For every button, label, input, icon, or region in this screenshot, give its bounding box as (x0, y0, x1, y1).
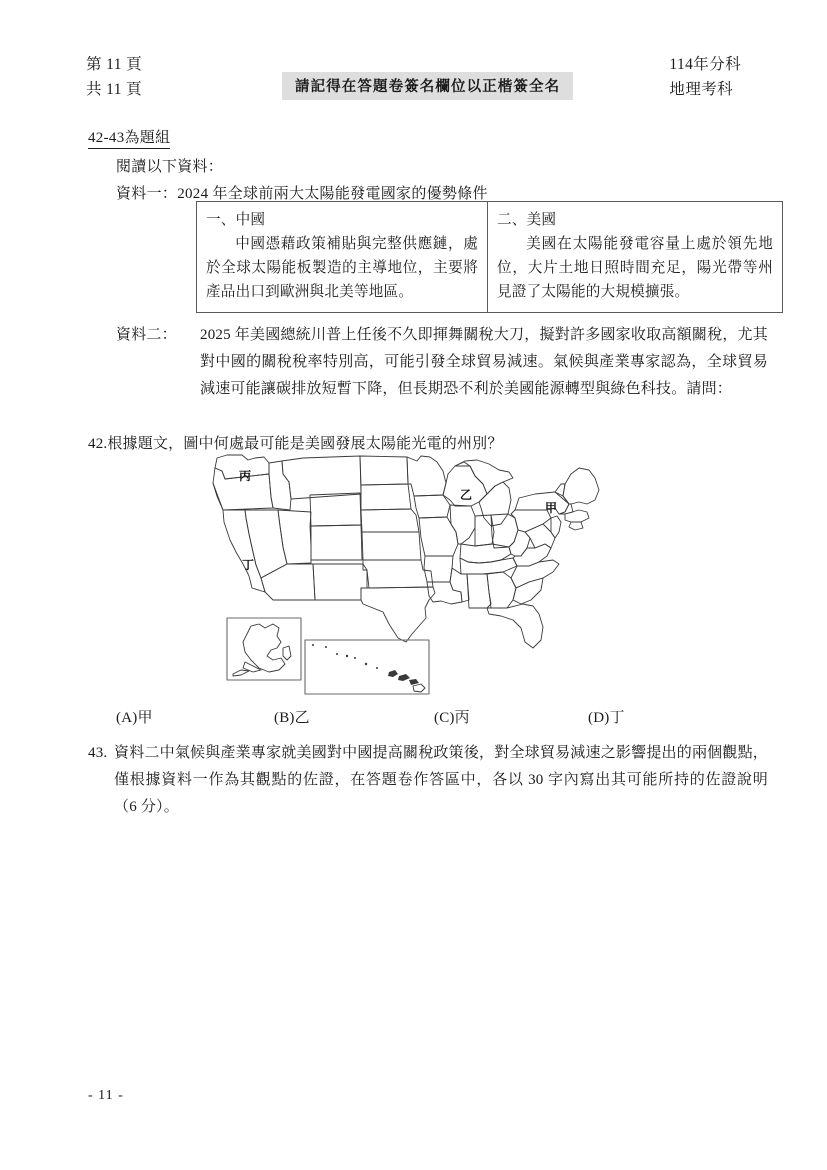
state-massachusetts (565, 510, 589, 522)
map-label-jia: 甲 (544, 501, 558, 515)
source-two-label: 資料二： (116, 327, 177, 343)
state-south-carolina (513, 578, 543, 604)
china-heading: 一、中國 (206, 212, 266, 228)
question-43-text: 資料二中氣候與產業專家就美國對中國提高關稅政策後，對全球貿易減速之影響提出的兩個觀點，僅根據資料一作為其觀點的佐證，在答題卷作答區中，各以 30 字內寫出其可能所持的佐證說明（6 分）。 (114, 745, 768, 815)
state-wyoming (310, 493, 361, 526)
state-louisiana (427, 582, 462, 604)
page-current: 第 11 頁 (86, 56, 143, 73)
state-connecticut-rhodeisland (569, 522, 583, 530)
state-vermont-newhampshire (555, 484, 573, 514)
hawaii-oahu (398, 674, 410, 681)
source-one-table (196, 201, 783, 313)
state-oklahoma (363, 560, 433, 588)
source-two-text: 2025 年美國總統川普上任後不久即揮舞關稅大刀，擬對許多國家收取高額關稅，尤其對中國的關稅稅率特別高，可能引發全球貿易減速。氣候與產業專家認為，全球貿易減速可能讓碳排放短暫下降，但長期恐不利於美國能源轉型與綠色科技。請問： (200, 327, 768, 397)
exam-year: 114年分科 (669, 56, 741, 73)
china-description: 中國憑藉政策補貼與完整供應鏈，處於全球太陽能板製造的主導地位，主要將產品出口到歐洲與北美等地區。 (206, 236, 478, 300)
option-a-label: 甲 (137, 710, 153, 726)
option-a-key: (A) (116, 710, 138, 726)
state-florida (487, 604, 543, 648)
us-states-map-svg (203, 452, 623, 704)
option-d-label: 丁 (609, 710, 625, 726)
state-arizona (261, 564, 315, 600)
state-maine (563, 468, 599, 504)
read-prompt: 閱讀以下資料： (116, 159, 224, 175)
option-a[interactable] (116, 706, 153, 727)
exam-info-block (669, 52, 741, 102)
option-d-key: (D) (588, 710, 610, 726)
exam-subject: 地理考科 (669, 81, 734, 98)
question-group-title: 42-43為題組 (88, 126, 170, 149)
state-tennessee (460, 558, 517, 574)
state-north-carolina (511, 560, 559, 588)
state-iowa (414, 495, 450, 518)
hawaii-island-1 (312, 644, 314, 646)
hawaii-maui (409, 679, 419, 685)
source-two-block (116, 322, 768, 403)
state-virginia (513, 544, 551, 566)
state-south-dakota (361, 484, 411, 510)
alaska-inset (227, 618, 301, 680)
state-kentucky (460, 544, 511, 563)
state-montana (282, 456, 361, 499)
page-total: 共 11 頁 (86, 81, 143, 98)
hawaii-inset-frame (305, 640, 429, 694)
table-cell-usa (488, 202, 783, 313)
page-number-block (86, 52, 142, 102)
signature-notice-banner: 請記得在答題卷簽名欄位以正楷簽全名 (282, 72, 573, 100)
state-colorado (311, 525, 362, 560)
hawaii-island-4 (346, 655, 348, 657)
hawaii-island-2 (325, 646, 327, 648)
state-new-mexico (313, 564, 367, 600)
alaska-aleutians (233, 670, 249, 676)
state-missouri (419, 517, 458, 556)
option-c-key: (C) (434, 710, 455, 726)
alaska-southeast (283, 646, 291, 660)
state-texas (361, 587, 435, 642)
option-c-label: 丙 (454, 710, 470, 726)
option-b-key: (B) (274, 710, 295, 726)
hawaii-island-6 (365, 663, 367, 665)
state-nebraska (361, 509, 419, 532)
state-new-york (515, 492, 569, 514)
page-header (86, 52, 741, 106)
state-minnesota (407, 456, 446, 496)
hawaii-island-7 (376, 667, 378, 669)
state-idaho (269, 461, 291, 510)
question-43-number: 43. (88, 745, 108, 761)
option-b[interactable] (274, 706, 310, 727)
hawaii-kauai (388, 670, 398, 677)
state-michigan (479, 482, 511, 526)
option-c[interactable] (434, 706, 470, 727)
option-b-label: 乙 (294, 710, 310, 726)
hawaii-bigisland (413, 684, 425, 692)
state-arkansas (424, 556, 453, 582)
question-42-text: 42.根據題文，圖中何處最可能是美國發展太陽能光電的州別？ (88, 436, 503, 452)
map-label-ding: 丁 (241, 558, 255, 572)
question-43-block (88, 740, 768, 821)
usa-heading: 二、美國 (497, 212, 557, 228)
state-mississippi (450, 568, 469, 602)
option-d[interactable] (588, 706, 625, 727)
source-one-label: 資料一：2024 年全球前兩大太陽能發電國家的優勢條件 (116, 186, 488, 202)
state-north-dakota (360, 456, 408, 485)
state-illinois (450, 505, 475, 544)
page-footer-marker: - 11 - (88, 1088, 124, 1103)
state-new-jersey (551, 516, 561, 538)
usa-description: 美國在太陽能發電容量上處於領先地位，大片土地日照時間充足，陽光帶等州見證了太陽能的大規模擴張。 (497, 236, 773, 300)
state-maryland-delaware (525, 524, 555, 548)
map-label-yi: 乙 (459, 488, 473, 502)
alaska-mainland (243, 624, 285, 672)
state-california (213, 483, 265, 592)
table-row (197, 202, 783, 313)
state-kansas (362, 532, 421, 560)
us-map-figure (203, 452, 623, 704)
hawaii-island-3 (336, 653, 338, 655)
hawaii-island-5 (354, 657, 356, 659)
map-label-bing: 丙 (238, 469, 252, 483)
state-utah (278, 510, 311, 564)
table-cell-china (197, 202, 488, 313)
hawaii-inset (305, 640, 429, 694)
